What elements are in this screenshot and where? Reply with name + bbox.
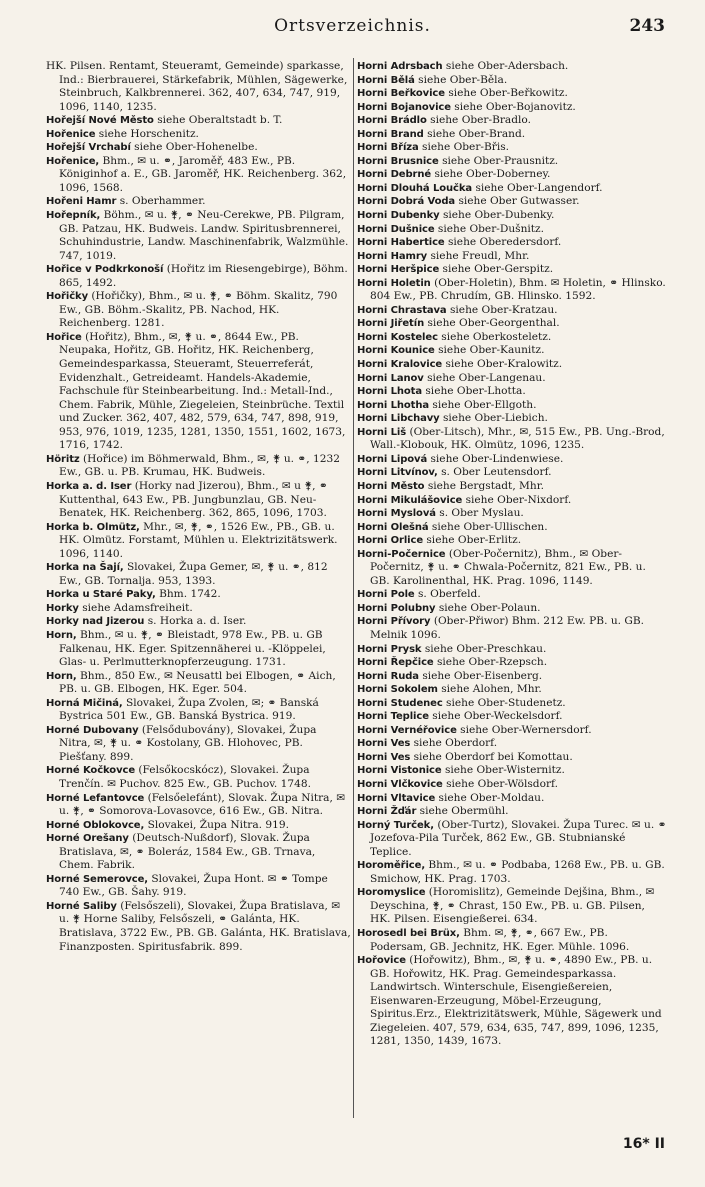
index-entry (357, 886, 667, 927)
right-column (357, 60, 667, 1049)
entry-text: siehe Ober-Eisenberg. (422, 669, 543, 682)
index-entry (357, 87, 667, 101)
entry-headword: Horni Dobrá Voda (357, 196, 456, 208)
index-entry (357, 859, 667, 886)
entry-text: siehe Ober-Polaun. (438, 601, 541, 614)
entry-headword: Horni Lanov (357, 372, 424, 384)
entry-text: siehe Ober-Gerspitz. (442, 263, 554, 276)
printer-signature: 16* II (622, 1136, 665, 1152)
index-entry (357, 426, 667, 453)
entry-text: Bhm., 850 Ew., ✉ Neusattl bei Elbogen, ⚭ Aich, PB. u. GB. Elbogen, HK. Eger. 504. (59, 669, 336, 696)
entry-text: (Felsődubovány), Slovakei, Župa Nitra, ✉, ⚵ u. ⚭ Kostolany, GB. Hlohovec, PB. Piešťany. 899. (59, 723, 317, 763)
entry-headword: Horni Mikulášovice (357, 494, 463, 506)
page-number: 243 (629, 16, 665, 36)
entry-text: siehe Ober-Langenau. (427, 371, 546, 384)
index-entry (46, 453, 351, 480)
index-entry (46, 141, 351, 155)
entry-text: (Felsőszeli), Slovakei, Župa Bratislava, ✉ u. ⚵ Horne Saliby, Felsőszeli, ⚭ Galánta, HK. Bratislava, 3722 Ew., PB. GB. Galánta, HK. Bratislava, Finanzposten. Spiritusfabrik. 899. (59, 899, 351, 953)
entry-headword: Horni Vernéřovice (357, 724, 457, 736)
entry-text: siehe Ober-Wernersdorf. (460, 723, 592, 736)
index-entry (357, 277, 667, 304)
entry-text: siehe Adamsfreiheit. (82, 601, 193, 614)
index-entry (357, 778, 667, 792)
index-entry (357, 263, 667, 277)
entry-text: (Felsőkocskócz), Slovakei. Župa Trenčín. ✉ Puchov. 825 Ew., GB. Puchov. 1748. (59, 764, 311, 790)
entry-headword: Horni Habertice (357, 237, 445, 249)
entry-headword: Horni Beřkovice (357, 88, 445, 100)
entry-headword: Horné Saliby (46, 900, 117, 912)
index-entry (357, 737, 667, 751)
entry-text: Bhm., ✉ u. ⚵, ⚭ Bleistadt, 978 Ew., PB. u. GB Falkenau, HK. Eger. Spitzennäherei u. -Klöppelei, Glas- u. Perlmutterknopferzeugung. 1731. (59, 628, 326, 669)
entry-headword: Horné Kočkovce (46, 765, 136, 777)
index-entry (46, 615, 351, 629)
entry-headword: Horni Holetin (357, 277, 431, 289)
entry-headword: Horni Dušnice (357, 223, 435, 235)
entry-text: (Hořowitz), Bhm., ✉, ⚵ u. ⚭, 4890 Ew., PB. u. GB. Hořowitz, HK. Prag. Gemeindesparkassa. Landwirtsch. Winterschule, Eisengießereien, Eisenwaren-Erzeugung, Möbel-Erzeugung, Spiritus.Erz., Elektrizitätswerk, Mühle, Sägewerk und Ziegeleien. 407, 579, 634, 635, 747, 899, 1096, 1235, 1281, 1350, 1439, 1673. (370, 954, 662, 1048)
index-entry (357, 792, 667, 806)
index-entry (46, 60, 351, 114)
entry-headword: Horné Orešany (46, 833, 129, 845)
index-entry (357, 507, 667, 521)
entry-text: siehe Ober-Langendorf. (475, 181, 603, 194)
entry-text: siehe Ober-Doberney. (434, 168, 551, 181)
index-entry (357, 697, 667, 711)
entry-headword: Horni Libchavy (357, 413, 440, 425)
entry-headword: Horni Ves (357, 738, 411, 750)
entry-headword: Horni Prysk (357, 643, 422, 655)
entry-headword: Horni Kounice (357, 345, 435, 357)
entry-headword: Horné Oblokovce, (46, 819, 145, 831)
entry-headword: Horka u Staré Paky, (46, 589, 156, 601)
entry-text: siehe Obermühl. (419, 805, 509, 818)
index-entry (46, 588, 351, 602)
entry-text: siehe Ober-Beřkowitz. (448, 87, 568, 100)
entry-text: s. Horka a. d. Iser. (147, 615, 247, 628)
index-entry (357, 466, 667, 480)
index-entry (46, 480, 351, 521)
entry-text: siehe Ober-Wölsdorf. (446, 777, 558, 790)
index-entry (357, 453, 667, 467)
entry-text: siehe Alohen, Mhr. (441, 683, 542, 696)
entry-headword: Horosedl bei Brüx, (357, 928, 460, 939)
entry-headword: Horni Vltavice (357, 792, 436, 804)
entry-headword: Horni-Počernice (357, 548, 446, 560)
entry-headword: Horni Polubny (357, 602, 436, 614)
entry-text: siehe Bergstadt, Mhr. (427, 479, 544, 492)
index-entry (357, 670, 667, 684)
entry-headword: Hořice (46, 331, 82, 343)
entry-text: siehe Ober-Kralowitz. (445, 358, 563, 371)
entry-text: (Hořitz), Bhm., ✉, ⚵ u. ⚭, 8644 Ew., PB. Neupaka, Hořitz, GB. Hořitz, HK. Reichenberg, Gemeindesparkassa, Steueramt, Steuerreferát, Evidenzhalt., Getreideamt. Handels-Akademie, Fachschule für Steinbearbeitung. Ind.: Metall-Ind., Chem. Fabrik, Mühle, Ziegeleien, Steinbrüche. Textil und Zucker. 362, 407, 482, 579, 634, 747, 898, 919, 953, 976, 1019, 1235, 1281, 1350, 1551, 1602, 1673, 1716, 1742. (59, 330, 346, 452)
index-entry (46, 832, 351, 873)
entry-headword: Horn, (46, 629, 77, 641)
index-entry (357, 60, 667, 74)
index-entry (46, 602, 351, 616)
entry-text: s. Ober Myslau. (439, 507, 524, 520)
entry-headword: Horni Brádlo (357, 115, 427, 127)
entry-headword: Horni Bělá (357, 74, 415, 86)
entry-headword: Horni Studenec (357, 697, 443, 709)
index-entry (46, 263, 351, 290)
entry-headword: Horni Kostelec (357, 331, 438, 343)
entry-text: siehe Freudl, Mhr. (430, 249, 530, 262)
entry-text: siehe Ober-Brand. (427, 127, 526, 140)
entry-text: siehe Ober-Georgenthal. (427, 317, 560, 330)
entry-headword: Horni Dlouhá Loučka (357, 182, 473, 194)
index-entry (357, 805, 667, 819)
entry-headword: Horni Bříza (357, 142, 419, 154)
entry-text: (Hořitz im Riesengebirge), Böhm. 865, 1492. (59, 263, 348, 289)
entry-text: HK. Pilsen. Rentamt, Steueramt, Gemeinde) sparkasse, Ind.: Bierbrauerei, Stärkefabrik, Mühlen, Sägewerke, Steinbruch, Kalkbrennerei. 362, 407, 634, 747, 919, 1096, 1140, 1235. (46, 60, 348, 113)
entry-headword: Horni Liš (357, 426, 407, 438)
entry-headword: Horni Heršpice (357, 264, 440, 276)
entry-text: siehe Ober-Weckelsdorf. (432, 710, 563, 723)
entry-headword: Horni Lipová (357, 453, 428, 465)
entry-headword: Horka a. d. Iser (46, 480, 132, 492)
page-title: Ortsverzeichnis. (274, 16, 431, 36)
index-entry (357, 141, 667, 155)
entry-text: siehe Ober-Prausnitz. (442, 154, 559, 167)
entry-text: siehe Ober-Erlitz. (426, 534, 522, 547)
column-divider (353, 58, 354, 1118)
entry-headword: Horni Olešná (357, 521, 429, 533)
entry-text: Slovakei, Župa Zvolen, ✉; ⚭ Banská Bystrica 501 Ew., GB. Banská Bystrica. 919. (59, 696, 319, 723)
index-entry (357, 480, 667, 494)
entry-headword: Horni Debrné (357, 169, 432, 181)
entry-headword: Horni Lhotha (357, 399, 430, 411)
entry-text: siehe Oberdorf bei Komottau. (413, 750, 573, 763)
entry-headword: Horn, (46, 670, 77, 682)
entry-text: siehe Ober-Ellgoth. (432, 398, 537, 411)
entry-headword: Horni Sokolem (357, 684, 438, 696)
index-entry (46, 521, 351, 562)
entry-text: siehe Ober-Rzepsch. (436, 656, 548, 669)
index-entry (46, 561, 351, 588)
entry-headword: Horni Adrsbach (357, 61, 443, 72)
entry-text: siehe Ober-Moldau. (438, 791, 545, 804)
entry-text: siehe Ober-Hohenelbe. (134, 141, 258, 154)
index-entry (46, 697, 351, 724)
index-entry (357, 764, 667, 778)
entry-headword: Horni Hamry (357, 250, 428, 262)
entry-headword: Horky nad Jizerou (46, 616, 145, 628)
index-entry (357, 724, 667, 738)
entry-text: siehe Ober-Studenetz. (446, 696, 566, 709)
index-entry (357, 683, 667, 697)
index-entry (357, 358, 667, 372)
entry-headword: Horni Ves (357, 751, 411, 763)
entry-headword: Horni Vlčkovice (357, 778, 443, 790)
entry-text: Mhr., ✉, ⚵, ⚭, 1526 Ew., PB., GB. u. HK. Olmütz. Forstamt, Mühlen u. Elektrizitätswerk. 1096, 1140. (59, 520, 338, 560)
entry-text: Slovakei, Župa Hont. ✉ ⚭ Tompe 740 Ew., GB. Šahy. 919. (59, 872, 328, 899)
index-entry (46, 209, 351, 263)
left-column (46, 60, 351, 954)
entry-text: Slovakei, Župa Gemer, ✉, ⚵ u. ⚭, 812 Ew., GB. Tornalja. 953, 1393. (59, 561, 328, 587)
index-entry (46, 724, 351, 765)
entry-headword: Horni Žďár (357, 806, 417, 818)
index-entry (357, 101, 667, 115)
entry-text: (Hořičky), Bhm., ✉ u. ⚵, ⚭ Böhm. Skalitz, 790 Ew., GB. Böhm.-Skalitz, PB. Nachod, HK. Reichenberg. 1281. (59, 290, 338, 330)
index-entry (357, 656, 667, 670)
index-entry (357, 521, 667, 535)
entry-headword: Hořenice, (46, 155, 100, 167)
entry-text: siehe Ober-Bradlo. (430, 114, 531, 127)
entry-text: siehe Ober Gutwasser. (458, 195, 580, 208)
entry-headword: Horni Bojanovice (357, 101, 451, 113)
entry-headword: Hořenice (46, 128, 96, 140)
index-entry (357, 819, 667, 860)
entry-headword: Hořovice (357, 955, 406, 967)
entry-headword: Horni Orlice (357, 535, 423, 547)
index-entry (357, 588, 667, 602)
entry-text: Bhm. 1742. (159, 588, 221, 601)
entry-text: siehe Ober-Dušnitz. (437, 222, 545, 235)
entry-text: siehe Ober-Bojanovitz. (454, 100, 576, 113)
index-entry (357, 74, 667, 88)
index-entry (46, 629, 351, 670)
index-entry (357, 615, 667, 642)
entry-text: Bhm. ✉, ⚵, ⚭, 667 Ew., PB. Podersam, GB. Jechnitz, HK. Eger. Mühle. 1096. (370, 927, 630, 953)
index-entry (357, 344, 667, 358)
entry-text: siehe Horschenitz. (98, 127, 199, 140)
entry-headword: Hořejší Vrchabí (46, 142, 131, 154)
entry-text: (Ober-Litsch), Mhr., ✉, 515 Ew., PB. Ung.-Brod, Wall.-Klobouk, HK. Olmütz, 1096, 1235. (370, 425, 665, 452)
index-entry (357, 412, 667, 426)
index-entry (46, 819, 351, 833)
entry-headword: Hořeni Hamr (46, 196, 117, 208)
entry-headword: Horni Brusnice (357, 155, 439, 167)
index-entry (46, 900, 351, 954)
index-entry (357, 250, 667, 264)
entry-text: siehe Ober-Nixdorf. (465, 493, 572, 506)
index-entry (46, 873, 351, 900)
index-entry (357, 155, 667, 169)
entry-headword: Horni Přívory (357, 616, 431, 628)
index-entry (46, 290, 351, 331)
entry-text: s. Ober Leutensdorf. (441, 466, 552, 479)
entry-text: siehe Ober-Ullischen. (431, 520, 548, 533)
entry-headword: Horka b. Olmütz, (46, 521, 140, 533)
index-entry (357, 331, 667, 345)
entry-text: (Deutsch-Nußdorf), Slovak. Župa Bratislava, ✉, ⚭ Boleráz, 1584 Ew., GB. Trnava, Chem. Fabrik. (59, 832, 316, 872)
entry-text: siehe Oberedersdorf. (447, 236, 562, 249)
entry-headword: Horomyslice (357, 887, 426, 899)
entry-headword: Horni Teplice (357, 711, 429, 723)
entry-text: s. Oberfeld. (417, 588, 481, 601)
entry-text: siehe Ober-Dubenky. (442, 209, 555, 222)
index-entry (357, 954, 667, 1049)
index-entry (357, 209, 667, 223)
index-entry (357, 317, 667, 331)
entry-headword: Horni Myslová (357, 508, 436, 520)
index-entry (357, 168, 667, 182)
index-entry (46, 128, 351, 142)
entry-text: Slovakei, Župa Nitra. 919. (147, 818, 289, 831)
entry-text: siehe Ober-Preschkau. (424, 642, 547, 655)
entry-text: siehe Ober-Kaunitz. (438, 344, 545, 357)
index-entry (46, 331, 351, 453)
entry-text: (Ober-Holetin), Bhm. ✉ Holetin, ⚭ Hlinsko. 804 Ew., PB. Chrudím, GB. Hlinsko. 1592. (370, 276, 666, 303)
entry-headword: Horka na Šají, (46, 562, 124, 574)
index-entry (357, 195, 667, 209)
index-entry (357, 128, 667, 142)
entry-text: Bhm., ✉ u. ⚭ Podbaba, 1268 Ew., PB. u. GB. Smichow, HK. Prag. 1703. (370, 859, 665, 885)
entry-text: s. Oberhammer. (119, 195, 206, 208)
entry-headword: Hořice v Podkrkonoší (46, 264, 164, 276)
entry-text: siehe Oberkosteletz. (441, 330, 552, 343)
entry-headword: Horné Semerovce, (46, 873, 148, 885)
index-entry (357, 372, 667, 386)
running-header (0, 12, 705, 40)
index-entry (46, 792, 351, 819)
index-entry (357, 710, 667, 724)
index-entry (357, 643, 667, 657)
entry-text: (Horky nad Jizerou), Bhm., ✉ u ⚵, ⚭ Kuttenthal, 643 Ew., PB. Jungbunzlau, GB. Neu-Benatek, HK. Reichenberg. 362, 865, 1096, 1703. (59, 479, 328, 520)
entry-headword: Horni Jiřetín (357, 318, 425, 330)
entry-text: (Felsőelefánt), Slovak. Župa Nitra, ✉ u. ⚵, ⚭ Somorova-Lovasovce, 616 Ew., GB. Nitra. (59, 791, 346, 818)
entry-headword: Horoměřice, (357, 860, 426, 872)
index-entry (357, 304, 667, 318)
index-entry (357, 534, 667, 548)
entry-headword: Hořičky (46, 291, 88, 303)
index-entry (357, 385, 667, 399)
index-entry (357, 114, 667, 128)
index-entry (357, 548, 667, 589)
entry-headword: Horné Dubovany (46, 724, 139, 736)
index-entry (357, 236, 667, 250)
index-entry (357, 602, 667, 616)
entry-headword: Horni Lhota (357, 386, 422, 398)
entry-text: siehe Ober-Wisternitz. (444, 764, 565, 777)
index-entry (46, 670, 351, 697)
entry-text: (Ober-Přiwor) Bhm. 212 Ew. PB. u. GB. Melnik 1096. (370, 615, 644, 641)
entry-headword: Horni Město (357, 480, 425, 492)
entry-text: siehe Ober-Lindenwiese. (430, 452, 564, 465)
index-entry (357, 399, 667, 413)
index-entry (46, 114, 351, 128)
entry-text: siehe Ober-Liebich. (442, 412, 548, 425)
entry-headword: Horné Lefantovce (46, 792, 145, 804)
index-entry (46, 155, 351, 196)
entry-headword: Hořejší Nové Město (46, 115, 154, 127)
entry-headword: Horni Řepčice (357, 657, 434, 669)
entry-headword: Horky (46, 602, 79, 614)
entry-text: siehe Ober-Břis. (422, 141, 510, 154)
entry-headword: Horni Vistonice (357, 765, 442, 777)
entry-text: (Hořice) im Böhmerwald, Bhm., ✉, ⚵ u. ⚭, 1232 Ew., GB. u. PB. Krumau, HK. Budweis. (59, 452, 340, 479)
entry-headword: Horni Dubenky (357, 210, 440, 222)
index-entry (357, 751, 667, 765)
entry-headword: Horni Kralovice (357, 359, 443, 371)
entry-text: siehe Oberaltstadt b. T. (157, 114, 283, 127)
entry-headword: Horni Ruda (357, 670, 419, 682)
entry-headword: Horni Litvínov, (357, 467, 438, 479)
entry-text: (Horomislitz), Gemeinde Dejšina, Bhm., ✉ Deyschina, ⚵, ⚭ Chrast, 150 Ew., PB. u. GB. Pilsen, HK. Pilsen. Eisengießerei. 634. (370, 886, 655, 926)
entry-text: siehe Ober-Kratzau. (449, 303, 558, 316)
entry-headword: Horni Pole (357, 589, 415, 601)
entry-text: (Ober-Počernitz), Bhm., ✉ Ober-Počernitz, ⚵ u. ⚭ Chwala-Počernitz, 821 Ew., PB. u. GB. Karolinenthal, HK. Prag. 1096, 1149. (370, 547, 646, 587)
entry-text: siehe Ober-Lhotta. (425, 385, 526, 398)
index-entry (46, 764, 351, 791)
entry-headword: Hořepník, (46, 210, 101, 222)
index-entry (46, 195, 351, 209)
entry-headword: Horni Chrastava (357, 304, 447, 316)
entry-text: Bhm., ✉ u. ⚭, Jaroměř, 483 Ew., PB. Königinhof a. E., GB. Jaroměř, HK. Reichenberg. 362, 1096, 1568. (59, 154, 347, 194)
entry-text: Böhm., ✉ u. ⚵, ⚭ Neu-Cerekwe, PB. Pilgram, GB. Patzau, HK. Budweis. Landw. Spiritusbrennerei, Schuhindustrie, Landw. Maschinenfabrik, Walzmühle. 747, 1019. (59, 209, 349, 262)
entry-text: (Ober-Turtz), Slovakei. Župa Turec. ✉ u. ⚭ Jozefova-Pila Turček, 862 Ew., GB. Stubnianské Teplice. (370, 818, 667, 858)
entry-headword: Horný Turček, (357, 819, 434, 831)
entry-headword: Höritz (46, 453, 80, 465)
index-entry (357, 494, 667, 508)
index-entry (357, 927, 667, 954)
index-entry (357, 182, 667, 196)
entry-headword: Horná Mičiná, (46, 697, 123, 709)
entry-text: siehe Ober-Adersbach. (445, 60, 569, 72)
index-entry (357, 223, 667, 237)
entry-text: siehe Ober-Běla. (418, 73, 508, 86)
entry-text: siehe Oberdorf. (413, 737, 498, 750)
entry-headword: Horni Brand (357, 128, 424, 140)
